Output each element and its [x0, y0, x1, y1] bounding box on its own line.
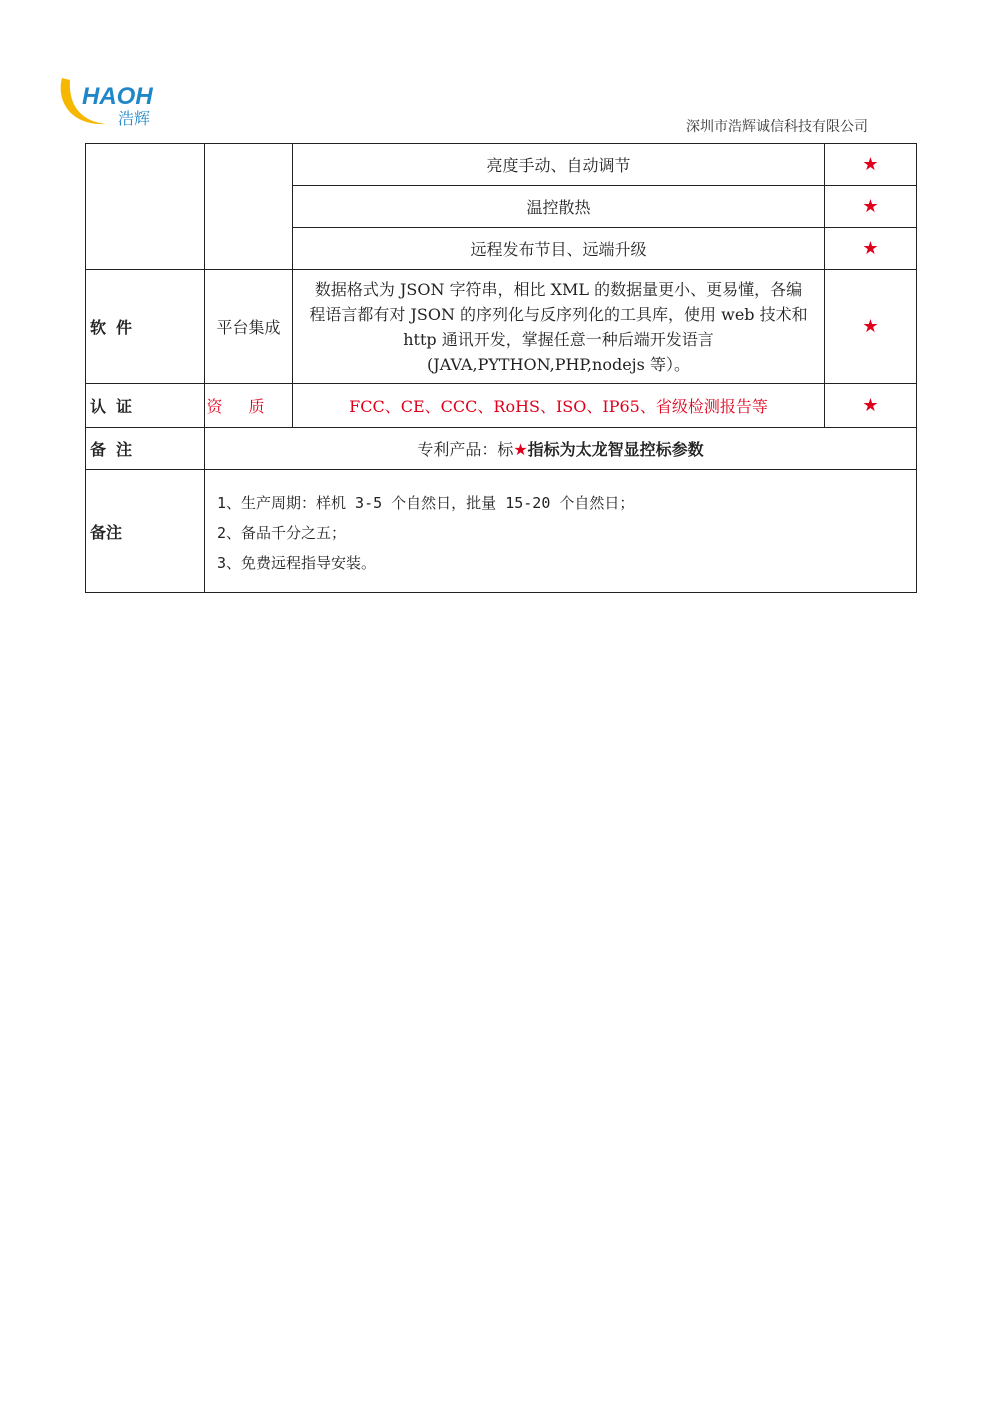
category-remark-2: 备注 — [86, 470, 205, 593]
table-row — [86, 270, 917, 384]
star-icon: ★ — [825, 228, 917, 270]
category-software-label: 软件 — [90, 318, 143, 337]
remark-prefix: 专利产品：标 — [417, 440, 514, 459]
category-software — [86, 270, 205, 384]
empty-subcategory-cell — [205, 144, 293, 270]
empty-category-cell — [86, 144, 205, 270]
category-cert-label: 认证 — [90, 397, 143, 416]
description-line: 程语言都有对 JSON 的序列化与反序列化的工具库，使用 web 技术和 — [309, 304, 808, 324]
star-icon: ★ — [825, 384, 917, 428]
feature-thermal: 温控散热 — [293, 186, 825, 228]
table-row — [86, 144, 917, 186]
cert-list: FCC、CE、CCC、RoHS、ISO、IP65、省级检测报告等 — [293, 384, 825, 428]
remark-notes — [205, 470, 917, 593]
star-icon: ★ — [513, 440, 528, 459]
logo-text-cn: 浩辉 — [118, 109, 151, 128]
star-icon: ★ — [825, 186, 917, 228]
remark-suffix: 指标为太龙智显控标参数 — [527, 440, 704, 459]
category-remark-label: 备注 — [90, 440, 143, 459]
category-cert — [86, 384, 205, 428]
subcategory-platform: 平台集成 — [205, 270, 293, 384]
note-item: 1、生产周期：样机 3-5 个自然日，批量 15-20 个自然日； — [217, 494, 635, 512]
software-description — [293, 270, 825, 384]
spec-table — [85, 143, 917, 593]
feature-brightness: 亮度手动、自动调节 — [293, 144, 825, 186]
logo-text-en: HAOH — [82, 83, 153, 110]
logo-swoosh-icon — [56, 74, 176, 130]
star-icon: ★ — [825, 144, 917, 186]
star-icon: ★ — [825, 270, 917, 384]
note-item: 2、备品千分之五； — [217, 524, 347, 542]
subcategory-qualification: 资质 — [205, 384, 293, 428]
description-line: (JAVA,PYTHON,PHP,nodejs 等）。 — [427, 354, 690, 374]
remark-patent — [205, 428, 917, 470]
description-line: http 通讯开发，掌握任意一种后端开发语言 — [403, 329, 714, 349]
category-remark — [86, 428, 205, 470]
table-row — [86, 384, 917, 428]
company-name: 深圳市浩辉诚信科技有限公司 — [686, 119, 868, 135]
table-row — [86, 428, 917, 470]
table-row — [86, 470, 917, 593]
company-logo — [56, 74, 176, 130]
description-line: 数据格式为 JSON 字符串，相比 XML 的数据量更小、更易懂，各编 — [314, 279, 803, 299]
feature-remote: 远程发布节目、远端升级 — [293, 228, 825, 270]
note-item: 3、免费远程指导安装。 — [217, 554, 377, 572]
